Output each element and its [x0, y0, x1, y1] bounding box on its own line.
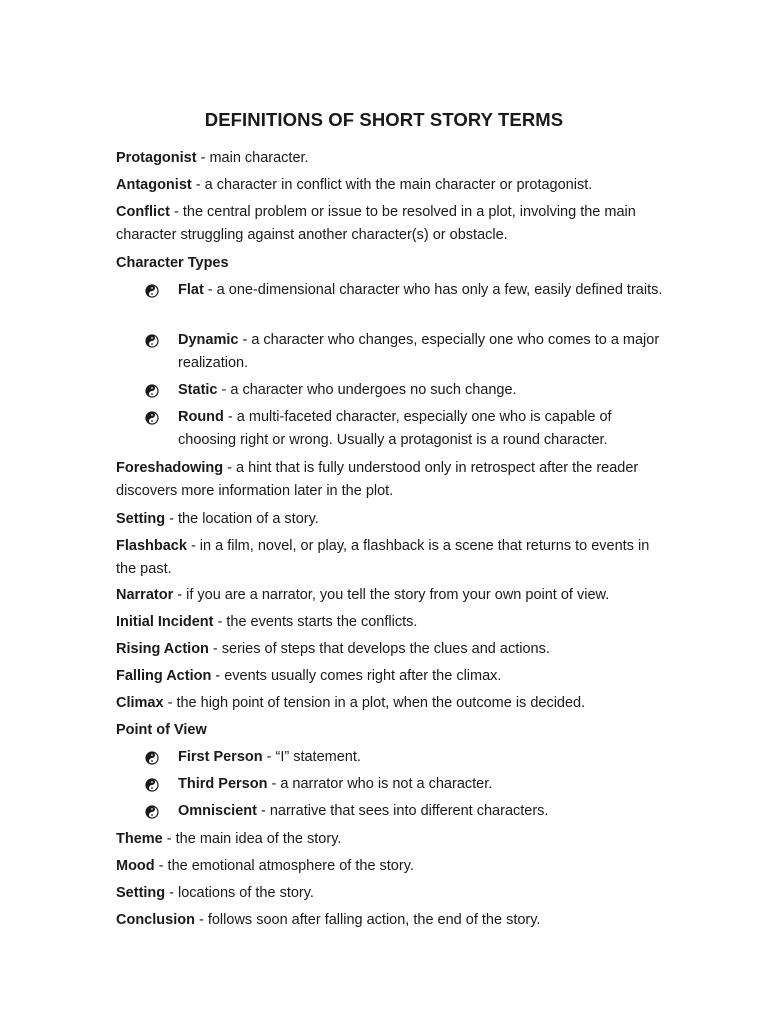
character-type-round — [178, 406, 668, 452]
entry-antagonist — [116, 174, 656, 197]
term: Narrator — [116, 587, 174, 603]
definition: - a character in conflict with the main character or protagonist. — [191, 177, 593, 193]
entry-foreshadowing — [116, 457, 656, 503]
term: Falling Action — [116, 668, 212, 684]
character-type-flat — [178, 279, 668, 302]
character-type-static — [178, 379, 668, 402]
term: Character Types — [116, 255, 229, 271]
term: Round — [178, 409, 224, 425]
pov-third-person — [178, 773, 668, 796]
term: Rising Action — [116, 641, 209, 657]
term: Protagonist — [116, 150, 197, 166]
yin-yang-icon — [145, 334, 159, 348]
definition: - a character who changes, especially one who comes to a major realization. — [178, 332, 660, 371]
definition: - a multi-faceted character, especially one who is capable of choosing right or wrong. Usually a protagonist is a round character. — [178, 409, 612, 448]
entry-initial-incident — [116, 611, 656, 634]
definition: - a hint that is fully understood only in retrospect after the reader discovers more information later in the plot. — [116, 460, 639, 499]
entry-theme — [116, 828, 656, 851]
entry-rising-action — [116, 638, 656, 661]
definition: - a character who undergoes no such change. — [217, 382, 517, 398]
pov-omniscient — [178, 800, 668, 823]
definition: - if you are a narrator, you tell the story from your own point of view. — [173, 587, 610, 603]
definition: - the emotional atmosphere of the story. — [154, 858, 414, 874]
yin-yang-icon — [145, 751, 159, 765]
entry-falling-action — [116, 665, 656, 688]
yin-yang-icon — [145, 778, 159, 792]
heading-character-types — [116, 252, 656, 275]
definition: - the events starts the conflicts. — [213, 614, 418, 630]
term: Dynamic — [178, 332, 239, 348]
definition: - the main idea of the story. — [162, 831, 342, 847]
definition: - series of steps that develops the clues and actions. — [208, 641, 550, 657]
definition: - a one-dimensional character who has only a few, easily defined traits. — [203, 282, 663, 298]
definition: - a narrator who is not a character. — [267, 776, 493, 792]
term: Climax — [116, 695, 164, 711]
term: Point of View — [116, 722, 207, 738]
yin-yang-icon — [145, 805, 159, 819]
term: Conflict — [116, 204, 170, 220]
term: First Person — [178, 749, 263, 765]
entry-setting-locations — [116, 882, 656, 905]
term: Conclusion — [116, 912, 195, 928]
definition: - events usually comes right after the climax. — [211, 668, 502, 684]
term: Omniscient — [178, 803, 257, 819]
yin-yang-icon — [145, 384, 159, 398]
entry-conclusion — [116, 909, 656, 932]
term: Flat — [178, 282, 204, 298]
entry-mood — [116, 855, 656, 878]
term: Setting — [116, 885, 166, 901]
term: Antagonist — [116, 177, 192, 193]
definition: - the high point of tension in a plot, when the outcome is decided. — [163, 695, 586, 711]
pov-first-person — [178, 746, 668, 769]
definition: - follows soon after falling action, the end of the story. — [194, 912, 541, 928]
term: Static — [178, 382, 218, 398]
term: Third Person — [178, 776, 268, 792]
entry-protagonist — [116, 147, 656, 170]
term: Theme — [116, 831, 163, 847]
yin-yang-icon — [145, 411, 159, 425]
page-title: DEFINITIONS OF SHORT STORY TERMS — [204, 109, 564, 130]
definition: - narrative that sees into different characters. — [256, 803, 549, 819]
definition: - in a film, novel, or play, a flashback is a scene that returns to events in the past. — [116, 538, 650, 577]
definition: - main character. — [196, 150, 309, 166]
definition: - “I” statement. — [262, 749, 361, 765]
definition: - the central problem or issue to be resolved in a plot, involving the main character struggling against another character(s) or obstacle. — [116, 204, 636, 243]
entry-flashback — [116, 535, 656, 581]
term: Mood — [116, 858, 155, 874]
term: Setting — [116, 511, 166, 527]
definition: - the location of a story. — [165, 511, 319, 527]
entry-setting — [116, 508, 656, 531]
definition: - locations of the story. — [165, 885, 314, 901]
entry-narrator — [116, 584, 676, 607]
yin-yang-icon — [145, 284, 159, 298]
entry-climax — [116, 692, 676, 715]
term: Flashback — [116, 538, 187, 554]
entry-conflict — [116, 201, 656, 247]
term: Initial Incident — [116, 614, 214, 630]
term: Foreshadowing — [116, 460, 224, 476]
heading-point-of-view — [116, 719, 656, 742]
character-type-dynamic — [178, 329, 668, 375]
